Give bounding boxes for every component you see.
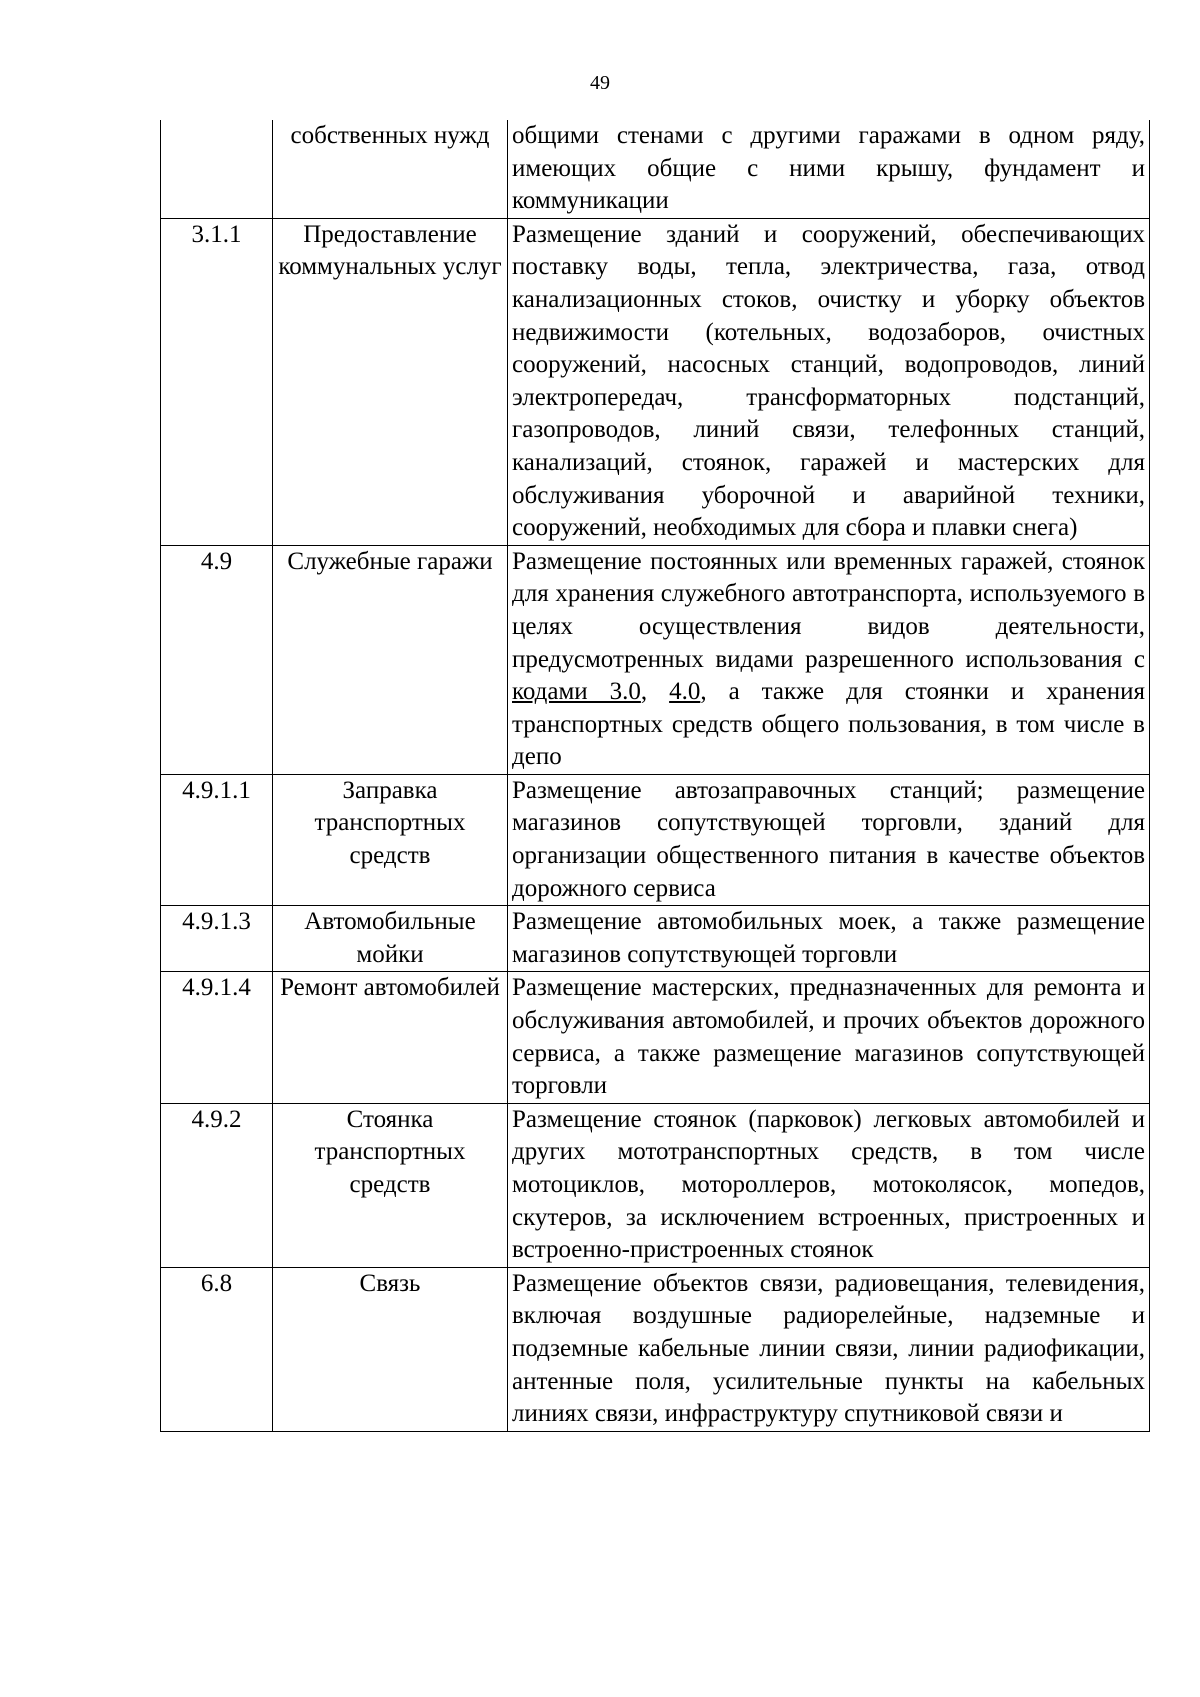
- row-code: 3.1.1: [161, 218, 273, 545]
- row-name: Служебные гаражи: [273, 545, 508, 774]
- row-code: 4.9.1.3: [161, 906, 273, 972]
- row-description: Размещение мастерских, предназначенных для ремонта и обслуживания автомобилей, и прочих объектов дорожного сервиса, а также размещение магазинов сопутствующей торговли: [508, 972, 1150, 1103]
- land-use-table: [160, 120, 1150, 1432]
- row-name: Связь: [273, 1267, 508, 1431]
- table-row: [161, 1267, 1150, 1431]
- row-code: 6.8: [161, 1267, 273, 1431]
- table-row: [161, 972, 1150, 1103]
- row-description: Размещение стоянок (парковок) легковых автомобилей и других мототранспортных средств, в том числе мотоциклов, мотороллеров, мотоколясок, мопедов, скутеров, за исключением встроенных, пристроенных и встроенно-пристроенных стоянок: [508, 1103, 1150, 1267]
- separator-text: ,: [640, 678, 670, 706]
- row-description: Размещение автомобильных моек, а также размещение магазинов сопутствующей торговли: [508, 906, 1150, 972]
- table-row: [161, 774, 1150, 905]
- table-row: [161, 1103, 1150, 1267]
- row-name: Автомобильные мойки: [273, 906, 508, 972]
- row-description: Размещение объектов связи, радиовещания, телевидения, включая воздушные радиорелейные, надземные и подземные кабельные линии связи, линии радиофикации, антенные поля, усилительные пункты на кабельных линиях связи, инфраструктуру спутниковой связи и: [508, 1267, 1150, 1431]
- row-name: Ремонт автомобилей: [273, 972, 508, 1103]
- row-description: [508, 545, 1150, 774]
- page-number: 49: [590, 72, 610, 94]
- row-name: собственных нужд: [273, 120, 508, 218]
- row-code: 4.9.1.4: [161, 972, 273, 1103]
- row-description: Размещение зданий и сооружений, обеспечивающих поставку воды, тепла, электричества, газа, отвод канализационных стоков, очистку и уборку объектов недвижимости (котельных, водозаборов, очистных сооружений, насосных станций, водопроводов, линий электропередач, трансформаторных подстанций, газопроводов, линий связи, телефонных станций, канализаций, стоянок, гаражей и мастерских для обслуживания уборочной и аварийной техники, сооружений, необходимых для сбора и плавки снега): [508, 218, 1150, 545]
- codes-link-3-0[interactable]: кодами 3.0: [512, 678, 641, 706]
- table-row: [161, 218, 1150, 545]
- description-text: Размещение постоянных или временных гаражей, стоянок для хранения служебного автотранспорта, используемого в целях осуществления видов деятельности, предусмотренных видами разрешенного использования с: [512, 547, 1145, 673]
- row-code: 4.9: [161, 545, 273, 774]
- code-link-4-0[interactable]: 4.0: [669, 678, 701, 706]
- row-description: общими стенами с другими гаражами в одном ряду, имеющих общие с ними крышу, фундамент и коммуникации: [508, 120, 1150, 218]
- row-code: 4.9.1.1: [161, 774, 273, 905]
- row-description: Размещение автозаправочных станций; размещение магазинов сопутствующей торговли, зданий для организации общественного питания в качестве объектов дорожного сервиса: [508, 774, 1150, 905]
- row-name: Заправка транспортных средств: [273, 774, 508, 905]
- table-row: [161, 906, 1150, 972]
- table-row: [161, 120, 1150, 218]
- row-code: 4.9.2: [161, 1103, 273, 1267]
- row-name: Предоставление коммунальных услуг: [273, 218, 508, 545]
- row-code: [161, 120, 273, 218]
- row-name: Стоянка транспортных средств: [273, 1103, 508, 1267]
- table-row: [161, 545, 1150, 774]
- description-text-end: , а также для стоянки и хранения транспортных средств общего пользования, в том числе в депо: [512, 678, 1146, 771]
